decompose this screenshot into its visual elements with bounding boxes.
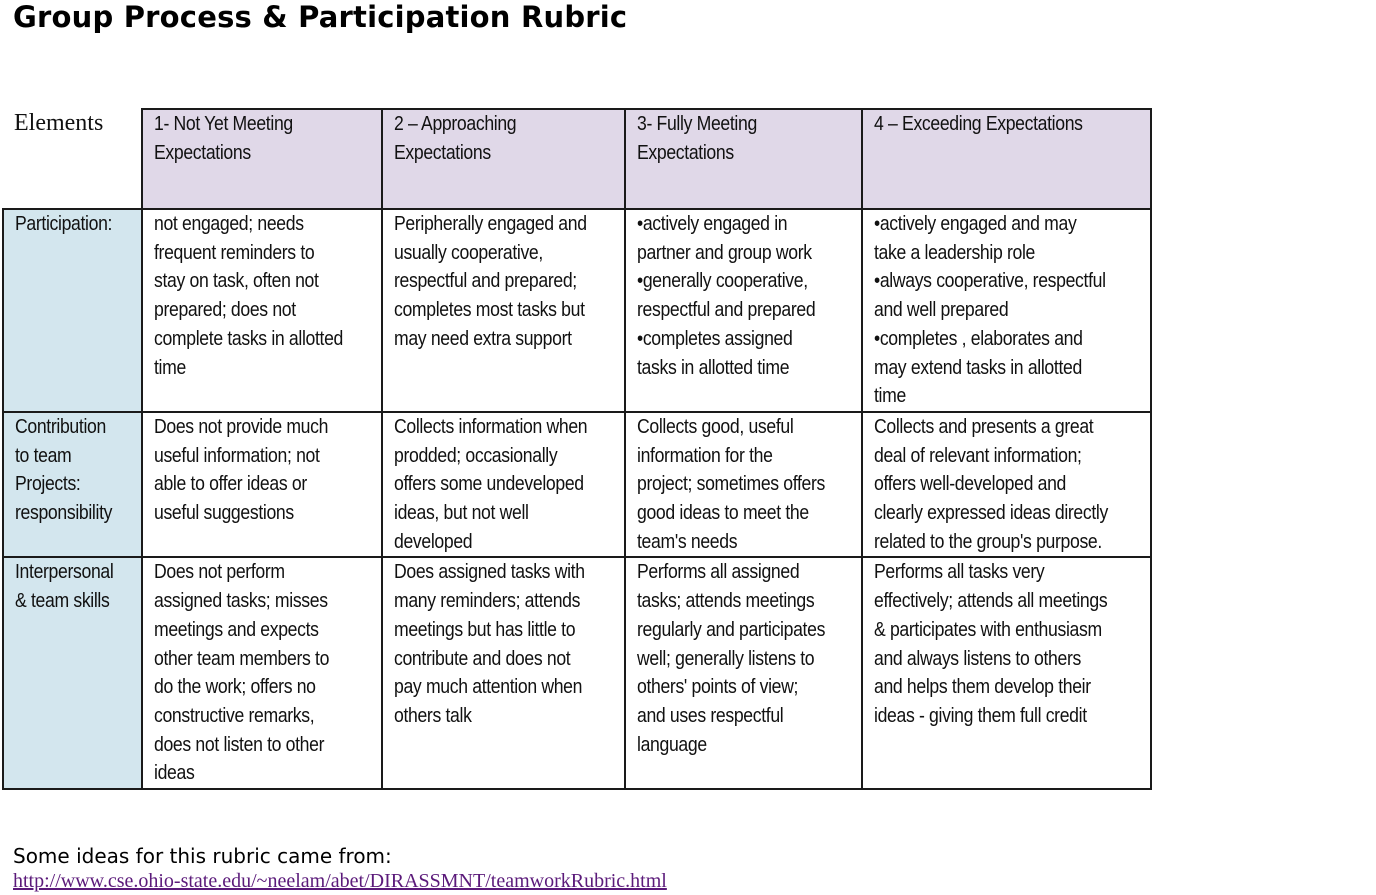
- table-row-contribution: [3, 412, 1151, 558]
- header-row: [3, 109, 1151, 209]
- source-note: Some ideas for this rubric came from:: [13, 844, 392, 868]
- header-level-2: 2 – Approaching Expectations: [382, 109, 625, 209]
- cell-participation-2: Peripherally engaged and usually cooperative, respectful and prepared; completes most tasks but may need extra support: [382, 209, 625, 412]
- rubric-table: [2, 108, 1152, 790]
- cell-contribution-1: Does not provide much useful information; not able to offer ideas or useful suggestions: [142, 412, 382, 558]
- page-title: Group Process & Participation Rubric: [13, 0, 628, 34]
- cell-contribution-4: Collects and presents a great deal of relevant information; offers well-developed and clearly expressed ideas directly related to the group's purpose.: [862, 412, 1151, 558]
- elements-label: Elements: [14, 110, 104, 136]
- row-label-interpersonal: Interpersonal & team skills: [3, 557, 142, 789]
- cell-interpersonal-4: Performs all tasks very effectively; attends all meetings & participates with enthusiasm and always listens to others and helps them develop their ideas - giving them full credit: [862, 557, 1151, 789]
- header-level-3: 3- Fully Meeting Expectations: [625, 109, 862, 209]
- row-label-contribution: Contribution to team Projects: responsibility: [3, 412, 142, 558]
- cell-interpersonal-3: Performs all assigned tasks; attends meetings regularly and participates well; generally listens to others' points of view; and uses respectful language: [625, 557, 862, 789]
- cell-participation-3: •actively engaged in partner and group work •generally cooperative, respectful and prepared •completes assigned tasks in allotted time: [625, 209, 862, 412]
- row-label-participation: Participation:: [3, 209, 142, 412]
- cell-participation-4: •actively engaged and may take a leadership role •always cooperative, respectful and well prepared •completes , elaborates and may extend tasks in allotted time: [862, 209, 1151, 412]
- cell-contribution-3: Collects good, useful information for the project; sometimes offers good ideas to meet the team's needs: [625, 412, 862, 558]
- header-level-1: 1- Not Yet Meeting Expectations: [142, 109, 382, 209]
- cell-contribution-2: Collects information when prodded; occasionally offers some undeveloped ideas, but not well developed: [382, 412, 625, 558]
- header-level-4: 4 – Exceeding Expectations: [862, 109, 1151, 209]
- cell-participation-1: not engaged; needs frequent reminders to stay on task, often not prepared; does not complete tasks in allotted time: [142, 209, 382, 412]
- cell-interpersonal-2: Does assigned tasks with many reminders; attends meetings but has little to contribute and does not pay much attention when others talk: [382, 557, 625, 789]
- source-link[interactable]: http://www.cse.ohio-state.edu/~neelam/abet/DIRASSMNT/teamworkRubric.html: [13, 870, 667, 892]
- cell-interpersonal-1: Does not perform assigned tasks; misses meetings and expects other team members to do the work; offers no constructive remarks, does not listen to other ideas: [142, 557, 382, 789]
- table-row-participation: [3, 209, 1151, 412]
- table-row-interpersonal: [3, 557, 1151, 789]
